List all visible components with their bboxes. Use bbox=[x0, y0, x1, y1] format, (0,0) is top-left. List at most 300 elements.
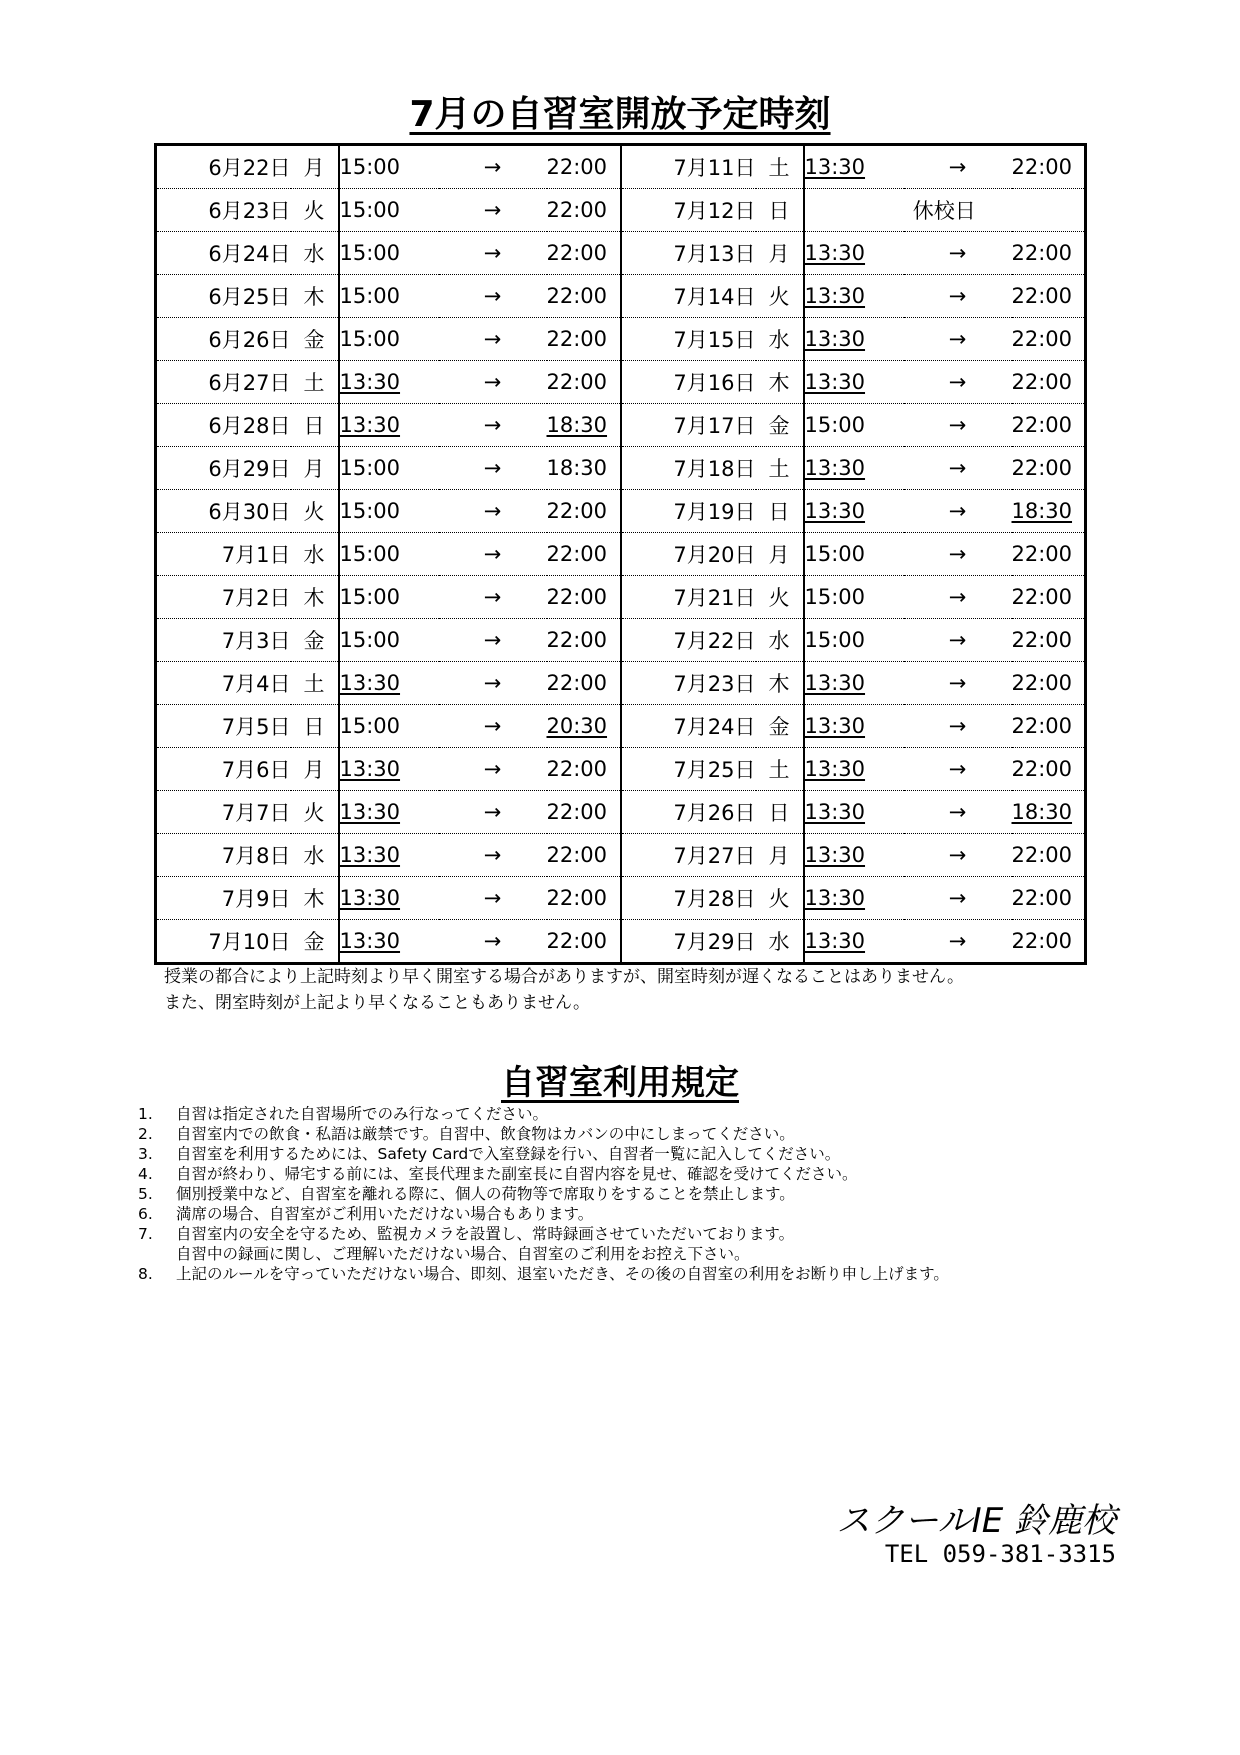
open-time bbox=[339, 705, 439, 748]
close-time bbox=[547, 662, 621, 705]
arrow-icon: → bbox=[439, 189, 547, 232]
table-row bbox=[156, 662, 1086, 705]
open-time bbox=[804, 232, 904, 275]
close-time bbox=[1012, 920, 1086, 964]
open-time-value: 15:00 bbox=[339, 327, 401, 351]
open-time-value: 13:30 bbox=[339, 886, 401, 910]
close-time-value: 22:00 bbox=[546, 370, 608, 394]
open-time-value: 15:00 bbox=[339, 585, 401, 609]
close-time bbox=[547, 533, 621, 576]
schedule-date: 7月10日 bbox=[208, 930, 291, 954]
close-time-value: 22:00 bbox=[1011, 714, 1073, 738]
schedule-date: 7月22日 bbox=[621, 619, 756, 662]
open-time-value: 13:30 bbox=[804, 714, 866, 738]
arrow-icon: → bbox=[483, 929, 502, 953]
close-time-value: 22:00 bbox=[1011, 757, 1073, 781]
open-time-value: 13:30 bbox=[804, 155, 866, 179]
arrow-icon: → bbox=[439, 232, 547, 275]
close-time bbox=[547, 145, 621, 189]
arrow-icon: → bbox=[439, 619, 547, 662]
holiday-label: 休校日 bbox=[804, 189, 1086, 232]
close-time-value: 22:00 bbox=[546, 155, 608, 179]
close-time bbox=[1012, 576, 1086, 619]
open-time bbox=[339, 619, 439, 662]
close-time bbox=[547, 447, 621, 490]
open-time-value: 15:00 bbox=[339, 456, 401, 480]
close-time bbox=[547, 490, 621, 533]
close-time bbox=[1012, 404, 1086, 447]
arrow-icon: → bbox=[904, 705, 1012, 748]
open-time bbox=[339, 576, 439, 619]
close-time-value: 18:30 bbox=[1011, 800, 1073, 824]
schedule-weekday: 水 bbox=[756, 920, 804, 964]
open-time bbox=[804, 834, 904, 877]
close-time bbox=[547, 748, 621, 791]
schedule-date: 6月29日 bbox=[156, 447, 291, 490]
schedule-date: 6月23日 bbox=[156, 189, 291, 232]
schedule-weekday: 金 bbox=[291, 619, 339, 662]
schedule-date: 7月6日 bbox=[156, 748, 291, 791]
open-time bbox=[804, 662, 904, 705]
arrow-icon: → bbox=[439, 748, 547, 791]
rule-item bbox=[138, 1224, 949, 1264]
schedule-weekday: 日 bbox=[291, 705, 339, 748]
open-time bbox=[339, 662, 439, 705]
schedule-weekday: 日 bbox=[756, 189, 804, 232]
open-time bbox=[804, 490, 904, 533]
schedule-date: 6月25日 bbox=[156, 275, 291, 318]
schedule-weekday: 火 bbox=[291, 791, 339, 834]
open-time bbox=[339, 189, 439, 232]
close-time bbox=[547, 318, 621, 361]
open-time-value: 13:30 bbox=[339, 757, 401, 781]
open-time bbox=[339, 361, 439, 404]
schedule-weekday: 日 bbox=[756, 490, 804, 533]
open-time bbox=[339, 145, 439, 189]
rule-item bbox=[138, 1184, 949, 1204]
schedule-date: 7月25日 bbox=[621, 748, 756, 791]
open-time-value: 13:30 bbox=[804, 370, 866, 394]
open-time bbox=[804, 791, 904, 834]
schedule-weekday: 金 bbox=[756, 705, 804, 748]
close-time-value: 22:00 bbox=[546, 241, 608, 265]
school-name: スクールIE 鈴鹿校 bbox=[836, 1501, 1116, 1541]
schedule-weekday: 火 bbox=[756, 877, 804, 920]
schedule-date: 7月28日 bbox=[621, 877, 756, 920]
open-time-value: 15:00 bbox=[339, 542, 401, 566]
schedule-weekday: 火 bbox=[291, 490, 339, 533]
schedule-weekday: 水 bbox=[291, 834, 339, 877]
schedule-date: 7月5日 bbox=[156, 705, 291, 748]
schedule-date: 7月7日 bbox=[156, 791, 291, 834]
arrow-icon: → bbox=[439, 275, 547, 318]
close-time bbox=[1012, 275, 1086, 318]
schedule-weekday: 月 bbox=[756, 232, 804, 275]
arrow-icon: → bbox=[904, 748, 1012, 791]
rule-number: 4. bbox=[138, 1165, 153, 1183]
close-time bbox=[547, 232, 621, 275]
open-time bbox=[339, 920, 439, 964]
arrow-icon: → bbox=[439, 662, 547, 705]
schedule-weekday: 月 bbox=[291, 748, 339, 791]
rule-item bbox=[138, 1204, 949, 1224]
arrow-icon: → bbox=[439, 834, 547, 877]
table-row bbox=[156, 404, 1086, 447]
schedule-weekday: 月 bbox=[291, 447, 339, 490]
arrow-icon: → bbox=[904, 361, 1012, 404]
schedule-date: 7月14日 bbox=[621, 275, 756, 318]
schedule-weekday: 火 bbox=[291, 189, 339, 232]
open-time bbox=[804, 877, 904, 920]
close-time-value: 22:00 bbox=[546, 843, 608, 867]
open-time-value: 15:00 bbox=[339, 284, 401, 308]
arrow-icon: → bbox=[439, 576, 547, 619]
schedule-date: 7月4日 bbox=[156, 662, 291, 705]
open-time-value: 13:30 bbox=[804, 671, 866, 695]
open-time bbox=[339, 404, 439, 447]
rule-number: 8. bbox=[138, 1265, 153, 1283]
close-time-value: 22:00 bbox=[546, 542, 608, 566]
close-time-value: 22:00 bbox=[1011, 284, 1073, 308]
table-row bbox=[156, 275, 1086, 318]
open-time-value: 13:30 bbox=[804, 800, 866, 824]
close-time bbox=[547, 576, 621, 619]
close-time bbox=[1012, 619, 1086, 662]
arrow-icon: → bbox=[439, 318, 547, 361]
close-time bbox=[1012, 447, 1086, 490]
schedule-date: 6月28日 bbox=[156, 404, 291, 447]
schedule-weekday: 土 bbox=[756, 447, 804, 490]
schedule-date: 7月19日 bbox=[621, 490, 756, 533]
schedule-date: 6月26日 bbox=[156, 318, 291, 361]
open-time bbox=[804, 145, 904, 189]
close-time-value: 22:00 bbox=[546, 757, 608, 781]
rule-text: 個別授業中など、自習室を離れる際に、個人の荷物等で席取りをすることを禁止します。 bbox=[176, 1185, 795, 1203]
close-time-value: 22:00 bbox=[1011, 413, 1073, 437]
schedule-weekday: 火 bbox=[756, 275, 804, 318]
schedule-body bbox=[156, 145, 1086, 964]
close-time-value: 22:00 bbox=[1011, 155, 1073, 179]
schedule-date: 7月17日 bbox=[621, 404, 756, 447]
arrow-icon: → bbox=[904, 619, 1012, 662]
schedule-date: 7月2日 bbox=[156, 576, 291, 619]
open-time bbox=[804, 920, 904, 964]
table-row bbox=[156, 576, 1086, 619]
open-time bbox=[339, 877, 439, 920]
close-time bbox=[1012, 232, 1086, 275]
rule-item bbox=[138, 1144, 949, 1164]
schedule-weekday: 日 bbox=[291, 404, 339, 447]
schedule-weekday: 日 bbox=[756, 791, 804, 834]
close-time bbox=[1012, 748, 1086, 791]
schedule-weekday: 水 bbox=[291, 533, 339, 576]
schedule-weekday: 月 bbox=[291, 145, 339, 189]
close-time bbox=[1012, 533, 1086, 576]
open-time-value: 15:00 bbox=[804, 542, 866, 566]
open-time bbox=[804, 275, 904, 318]
close-time-value: 22:00 bbox=[1011, 241, 1073, 265]
open-time-value: 13:30 bbox=[804, 843, 866, 867]
close-time bbox=[1012, 318, 1086, 361]
schedule-date: 7月1日 bbox=[156, 533, 291, 576]
page-title: 7月の自習室開放予定時刻 bbox=[409, 94, 831, 135]
open-time-value: 15:00 bbox=[804, 628, 866, 652]
table-row bbox=[156, 447, 1086, 490]
open-time bbox=[339, 232, 439, 275]
open-time-value: 13:30 bbox=[339, 671, 401, 695]
close-time-value: 22:00 bbox=[546, 284, 608, 308]
open-time bbox=[339, 275, 439, 318]
open-time bbox=[339, 748, 439, 791]
table-row bbox=[156, 533, 1086, 576]
rule-number: 5. bbox=[138, 1185, 153, 1203]
schedule-date: 7月15日 bbox=[621, 318, 756, 361]
close-time bbox=[547, 791, 621, 834]
open-time bbox=[804, 533, 904, 576]
schedule-date: 7月20日 bbox=[621, 533, 756, 576]
arrow-icon: → bbox=[439, 447, 547, 490]
open-time bbox=[339, 447, 439, 490]
schedule-date: 7月18日 bbox=[621, 447, 756, 490]
close-time bbox=[1012, 490, 1086, 533]
open-time bbox=[339, 533, 439, 576]
close-time bbox=[547, 275, 621, 318]
arrow-icon: → bbox=[904, 877, 1012, 920]
close-time bbox=[547, 834, 621, 877]
close-time-value: 22:00 bbox=[546, 327, 608, 351]
close-time-value: 22:00 bbox=[1011, 327, 1073, 351]
rule-text: 満席の場合、自習室がご利用いただけない場合もあります。 bbox=[176, 1205, 594, 1223]
table-row bbox=[156, 232, 1086, 275]
arrow-icon: → bbox=[904, 232, 1012, 275]
arrow-icon: → bbox=[904, 404, 1012, 447]
close-time-value: 18:30 bbox=[546, 456, 608, 480]
schedule-date: 7月26日 bbox=[621, 791, 756, 834]
rule-item bbox=[138, 1164, 949, 1184]
arrow-icon: → bbox=[904, 576, 1012, 619]
schedule-date: 6月27日 bbox=[156, 361, 291, 404]
table-row bbox=[156, 920, 1086, 964]
open-time-value: 13:30 bbox=[804, 757, 866, 781]
arrow-icon: → bbox=[439, 533, 547, 576]
close-time-value: 22:00 bbox=[1011, 929, 1073, 953]
schedule-date: 7月24日 bbox=[621, 705, 756, 748]
schedule-date: 7月9日 bbox=[156, 877, 291, 920]
schedule-weekday: 金 bbox=[756, 404, 804, 447]
arrow-icon: → bbox=[904, 318, 1012, 361]
close-time bbox=[547, 361, 621, 404]
open-time-value: 15:00 bbox=[339, 155, 401, 179]
schedule-weekday: 木 bbox=[291, 877, 339, 920]
rule-text: 自習中の録画に関し、ご理解いただけない場合、自習室のご利用をお控え下さい。 bbox=[176, 1245, 750, 1263]
close-time-value: 22:00 bbox=[546, 886, 608, 910]
open-time-value: 13:30 bbox=[804, 499, 866, 523]
open-time-value: 13:30 bbox=[804, 284, 866, 308]
note-line: 授業の都合により上記時刻より早く開室する場合がありますが、開室時刻が遅くなることはありません。 bbox=[164, 967, 965, 987]
table-row bbox=[156, 748, 1086, 791]
open-time-value: 15:00 bbox=[804, 585, 866, 609]
schedule-weekday: 月 bbox=[756, 533, 804, 576]
open-time-value: 15:00 bbox=[804, 413, 866, 437]
close-time bbox=[547, 705, 621, 748]
schedule-weekday: 水 bbox=[756, 619, 804, 662]
table-row bbox=[156, 791, 1086, 834]
close-time bbox=[547, 189, 621, 232]
close-time-value: 22:00 bbox=[1011, 542, 1073, 566]
schedule-weekday: 土 bbox=[756, 145, 804, 189]
close-time bbox=[1012, 834, 1086, 877]
arrow-icon: → bbox=[904, 490, 1012, 533]
close-time-value: 18:30 bbox=[546, 413, 608, 437]
close-time-value: 22:00 bbox=[546, 499, 608, 523]
table-row bbox=[156, 189, 1086, 232]
rule-text: 自習が終わり、帰宅する前には、室長代理また副室長に自習内容を見せ、確認を受けてください。 bbox=[176, 1165, 858, 1183]
schedule-date: 7月23日 bbox=[621, 662, 756, 705]
schedule-weekday: 木 bbox=[756, 361, 804, 404]
close-time-value: 22:00 bbox=[1011, 456, 1073, 480]
schedule-date: 7月29日 bbox=[673, 930, 756, 954]
close-time-value: 22:00 bbox=[546, 198, 608, 222]
arrow-icon: → bbox=[904, 447, 1012, 490]
close-time-value: 22:00 bbox=[1011, 628, 1073, 652]
arrow-icon: → bbox=[904, 275, 1012, 318]
open-time-value: 15:00 bbox=[339, 241, 401, 265]
close-time-value: 22:00 bbox=[1011, 843, 1073, 867]
open-time bbox=[804, 576, 904, 619]
table-row bbox=[156, 877, 1086, 920]
open-time bbox=[804, 404, 904, 447]
close-time-value: 22:00 bbox=[546, 929, 608, 953]
open-time bbox=[339, 791, 439, 834]
open-time-value: 15:00 bbox=[339, 499, 401, 523]
rules-title: 自習室利用規定 bbox=[501, 1063, 739, 1103]
schedule-date: 7月27日 bbox=[621, 834, 756, 877]
schedule-date: 7月13日 bbox=[621, 232, 756, 275]
close-time-value: 22:00 bbox=[1011, 671, 1073, 695]
schedule-date: 7月8日 bbox=[156, 834, 291, 877]
close-time bbox=[1012, 705, 1086, 748]
arrow-icon: → bbox=[904, 834, 1012, 877]
schedule-weekday: 火 bbox=[756, 576, 804, 619]
schedule-table bbox=[154, 143, 1087, 965]
open-time-value: 15:00 bbox=[339, 198, 401, 222]
arrow-icon: → bbox=[439, 404, 547, 447]
schedule-weekday: 水 bbox=[756, 318, 804, 361]
open-time bbox=[339, 834, 439, 877]
schedule-weekday: 木 bbox=[291, 576, 339, 619]
rule-text: 自習は指定された自習場所でのみ行なってください。 bbox=[176, 1105, 549, 1123]
table-row bbox=[156, 318, 1086, 361]
schedule-date: 6月24日 bbox=[156, 232, 291, 275]
table-row bbox=[156, 361, 1086, 404]
close-time bbox=[1012, 877, 1086, 920]
close-time bbox=[547, 920, 621, 964]
rule-text: 自習室内での飲食・私語は厳禁です。自習中、飲食物はカバンの中にしまってください。 bbox=[176, 1125, 795, 1143]
close-time-value: 22:00 bbox=[546, 800, 608, 824]
arrow-icon: → bbox=[439, 361, 547, 404]
close-time-value: 22:00 bbox=[546, 671, 608, 695]
rule-number: 2. bbox=[138, 1125, 153, 1143]
arrow-icon: → bbox=[904, 533, 1012, 576]
arrow-icon: → bbox=[439, 145, 547, 189]
rule-text: 上記のルールを守っていただけない場合、即刻、退室いただき、その後の自習室の利用をお断り申し上げます。 bbox=[176, 1265, 949, 1283]
arrow-icon: → bbox=[439, 791, 547, 834]
open-time-value: 15:00 bbox=[339, 714, 401, 738]
close-time bbox=[1012, 791, 1086, 834]
open-time-value: 13:30 bbox=[339, 800, 401, 824]
rule-number: 6. bbox=[138, 1205, 153, 1223]
schedule-weekday: 月 bbox=[756, 834, 804, 877]
close-time bbox=[547, 404, 621, 447]
open-time bbox=[339, 490, 439, 533]
schedule-date: 7月3日 bbox=[156, 619, 291, 662]
open-time bbox=[804, 447, 904, 490]
close-time-value: 22:00 bbox=[546, 585, 608, 609]
rule-number: 7. bbox=[138, 1225, 153, 1243]
arrow-icon: → bbox=[439, 490, 547, 533]
arrow-icon: → bbox=[948, 929, 967, 953]
close-time-value: 18:30 bbox=[1011, 499, 1073, 523]
close-time-value: 22:00 bbox=[546, 628, 608, 652]
close-time bbox=[547, 877, 621, 920]
schedule-date: 7月16日 bbox=[621, 361, 756, 404]
open-time bbox=[339, 318, 439, 361]
open-time-value: 13:30 bbox=[339, 929, 401, 953]
open-time-value: 15:00 bbox=[339, 628, 401, 652]
schedule-date: 6月22日 bbox=[156, 145, 291, 189]
open-time-value: 13:30 bbox=[339, 843, 401, 867]
open-time-value: 13:30 bbox=[339, 370, 401, 394]
rule-item bbox=[138, 1264, 949, 1284]
table-row bbox=[156, 705, 1086, 748]
open-time-value: 13:30 bbox=[804, 241, 866, 265]
schedule-date: 6月30日 bbox=[156, 490, 291, 533]
rule-item bbox=[138, 1124, 949, 1144]
arrow-icon: → bbox=[439, 705, 547, 748]
schedule-weekday: 土 bbox=[291, 662, 339, 705]
table-row bbox=[156, 490, 1086, 533]
table-row bbox=[156, 619, 1086, 662]
open-time-value: 13:30 bbox=[804, 456, 866, 480]
arrow-icon: → bbox=[904, 791, 1012, 834]
close-time-value: 22:00 bbox=[1011, 585, 1073, 609]
arrow-icon: → bbox=[439, 877, 547, 920]
close-time-value: 22:00 bbox=[1011, 886, 1073, 910]
open-time bbox=[804, 361, 904, 404]
schedule-weekday: 土 bbox=[756, 748, 804, 791]
close-time-value: 20:30 bbox=[546, 714, 608, 738]
schedule-weekday: 土 bbox=[291, 361, 339, 404]
rule-item bbox=[138, 1104, 949, 1124]
close-time bbox=[1012, 145, 1086, 189]
open-time-value: 13:30 bbox=[804, 327, 866, 351]
open-time bbox=[804, 705, 904, 748]
arrow-icon: → bbox=[904, 662, 1012, 705]
close-time bbox=[547, 619, 621, 662]
arrow-icon: → bbox=[904, 145, 1012, 189]
schedule-notes bbox=[164, 964, 964, 1016]
close-time bbox=[1012, 662, 1086, 705]
table-row bbox=[156, 145, 1086, 189]
open-time-value: 13:30 bbox=[339, 413, 401, 437]
table-row bbox=[156, 834, 1086, 877]
close-time-value: 22:00 bbox=[1011, 370, 1073, 394]
schedule-date: 7月11日 bbox=[621, 145, 756, 189]
school-phone: TEL 059-381-3315 bbox=[884, 1540, 1116, 1568]
open-time bbox=[804, 318, 904, 361]
open-time-value: 13:30 bbox=[804, 886, 866, 910]
rule-number: 3. bbox=[138, 1145, 153, 1163]
